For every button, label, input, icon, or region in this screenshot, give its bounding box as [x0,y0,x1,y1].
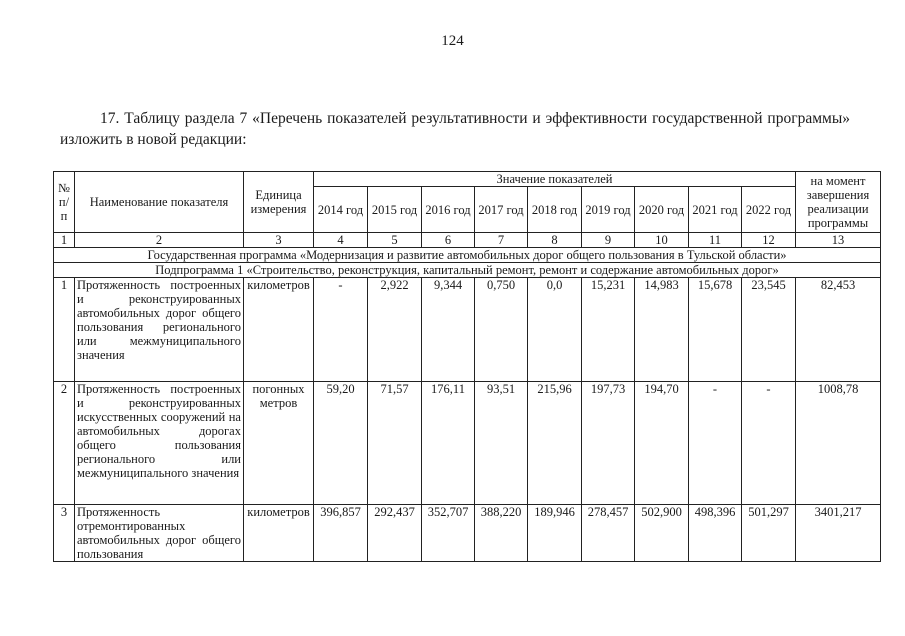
header-year: 2014 год [314,187,368,233]
indicator-name: Протяженность построенных и реконструированных искусственных сооружений на автомобильных дорогах общего пользования регионального или межмуниципального значения [75,382,244,505]
final-value: 1008,78 [796,382,881,505]
column-index: 11 [689,233,742,248]
indicator-name: Протяженность построенных и реконструированных автомобильных дорог общего пользования регионального или межмуниципального значения [75,278,244,382]
program-title: Государственная программа «Модернизация и развитие автомобильных дорог общего пользования в Тульской области» [54,248,881,263]
year-value: 292,437 [368,505,422,562]
table-row [54,382,881,505]
row-number: 1 [54,278,75,382]
year-value: 278,457 [582,505,635,562]
year-value: 197,73 [582,382,635,505]
year-value: 9,344 [422,278,475,382]
column-index: 1 [54,233,75,248]
year-value: 502,900 [635,505,689,562]
header-year: 2018 год [528,187,582,233]
year-value: 176,11 [422,382,475,505]
year-value: 2,922 [368,278,422,382]
year-value: 215,96 [528,382,582,505]
row-number: 3 [54,505,75,562]
year-value: 194,70 [635,382,689,505]
column-index: 10 [635,233,689,248]
intro-text: 17. Таблицу раздела 7 «Перечень показателей результативности и эффективности государственной программы» изложить в новой редакции: [60,110,850,148]
header-name: Наименование показателя [75,172,244,233]
year-value: - [314,278,368,382]
header-year: 2022 год [742,187,796,233]
final-value: 82,453 [796,278,881,382]
year-value: 396,857 [314,505,368,562]
header-year: 2015 год [368,187,422,233]
year-value: 14,983 [635,278,689,382]
year-value: 501,297 [742,505,796,562]
year-value: 59,20 [314,382,368,505]
column-index-row [54,233,881,248]
year-value: 388,220 [475,505,528,562]
year-value: 23,545 [742,278,796,382]
unit: погонных метров [244,382,314,505]
year-value: 0,0 [528,278,582,382]
year-value: 189,946 [528,505,582,562]
header-num: № п/п [54,172,75,233]
year-value: 0,750 [475,278,528,382]
column-index: 12 [742,233,796,248]
page-number: 124 [441,33,464,49]
final-value: 3401,217 [796,505,881,562]
year-value: 71,57 [368,382,422,505]
row-number: 2 [54,382,75,505]
indicator-name: Протяженность отремонтированных автомобильных дорог общего пользования [75,505,244,562]
year-value: 15,231 [582,278,635,382]
header-year: 2020 год [635,187,689,233]
column-index: 6 [422,233,475,248]
indicators-table [53,171,881,562]
subprogram-title: Подпрограмма 1 «Строительство, реконструкция, капитальный ремонт, ремонт и содержание автомобильных дорог» [54,263,881,278]
intro-paragraph [60,108,850,150]
year-value: 15,678 [689,278,742,382]
column-index: 8 [528,233,582,248]
column-index: 4 [314,233,368,248]
column-index: 2 [75,233,244,248]
program-title-row [54,248,881,263]
column-index: 3 [244,233,314,248]
column-index: 9 [582,233,635,248]
header-year: 2017 год [475,187,528,233]
column-index: 13 [796,233,881,248]
header-unit: Единица измерения [244,172,314,233]
header-final: на момент завершения реализации программы [796,172,881,233]
table-row [54,278,881,382]
unit: километров [244,278,314,382]
year-value: - [742,382,796,505]
header-values-group: Значение показателей [314,172,796,187]
year-value: - [689,382,742,505]
unit: километров [244,505,314,562]
subprogram-title-row [54,263,881,278]
year-value: 352,707 [422,505,475,562]
column-index: 5 [368,233,422,248]
header-year: 2019 год [582,187,635,233]
year-value: 498,396 [689,505,742,562]
header-year: 2016 год [422,187,475,233]
column-index: 7 [475,233,528,248]
header-year: 2021 год [689,187,742,233]
table-row [54,505,881,562]
year-value: 93,51 [475,382,528,505]
